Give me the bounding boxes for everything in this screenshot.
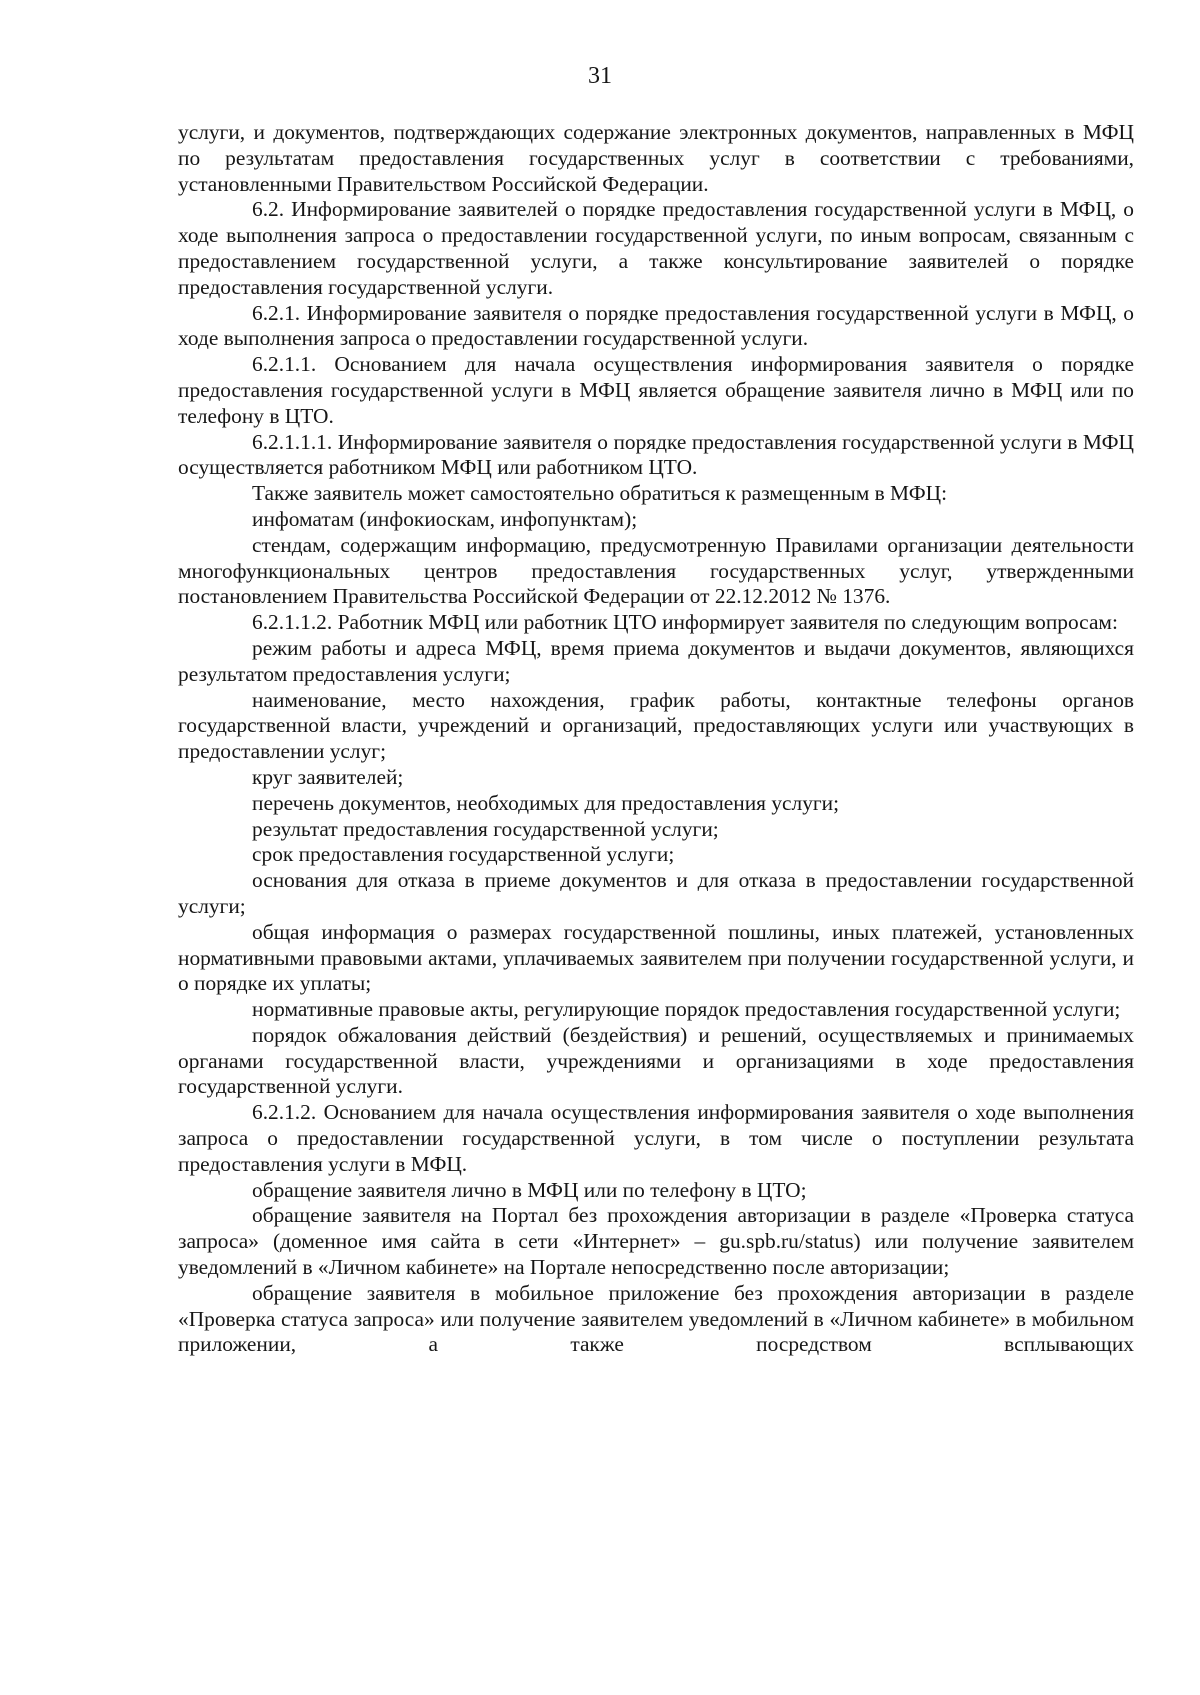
paragraph: нормативные правовые акты, регулирующие порядок предоставления государственной услуги; [252, 997, 1121, 1022]
paragraph: обращение заявителя в мобильное приложение без прохождения авторизации в разделе «Проверка статуса запроса» или получение заявителем уведомлений в «Личном кабинете» в мобильном приложении, а также посредством всплывающих [178, 1280, 1134, 1357]
paragraph: услуги, и документов, подтверждающих содержание электронных документов, направленных в МФЦ по результатам предоставления государственных услуг в соответствии с требованиями, установленными Правительством Российской Федерации. [178, 120, 1134, 196]
paragraph: 6.2.1.1.2. Работник МФЦ или работник ЦТО информирует заявителя по следующим вопросам: [252, 610, 1118, 635]
paragraph: перечень документов, необходимых для предоставления услуги; [252, 790, 840, 815]
paragraph: 6.2.1.1. Основанием для начала осуществления информирования заявителя о порядке предоставления государственной услуги в МФЦ является обращение заявителя лично в МФЦ или по телефону в ЦТО. [178, 352, 1134, 428]
paragraph: обращение заявителя на Портал без прохождения авторизации в разделе «Проверка статуса запроса» (доменное имя сайта в сети «Интернет» – gu.spb.ru/status) или получение заявителем уведомлений в «Личном кабинете» на Портале непосредственно после авторизации; [178, 1203, 1134, 1280]
paragraph: 6.2.1.1.1. Информирование заявителя о порядке предоставления государственной услуги в МФЦ осуществляется работником МФЦ или работником ЦТО. [178, 429, 1134, 480]
paragraph: Также заявитель может самостоятельно обратиться к размещенным в МФЦ: [252, 481, 948, 506]
paragraph: срок предоставления государственной услуги; [252, 842, 675, 867]
paragraph: круг заявителей; [252, 764, 404, 789]
paragraph: обращение заявителя лично в МФЦ или по телефону в ЦТО; [252, 1177, 807, 1202]
paragraph: результат предоставления государственной услуги; [252, 816, 719, 841]
paragraph: 6.2.1.2. Основанием для начала осуществления информирования заявителя о ходе выполнения запроса о предоставлении государственной услуги, в том числе о поступлении результата предоставления услуги в МФЦ. [178, 1100, 1134, 1176]
paragraph: общая информация о размерах государственной пошлины, иных платежей, установленных нормативными правовыми актами, уплачиваемых заявителем при получении государственной услуги, и о порядке их уплаты; [178, 919, 1134, 996]
paragraph: 6.2. Информирование заявителей о порядке предоставления государственной услуги в МФЦ, о ходе выполнения запроса о предоставлении государственной услуги, по иным вопросам, связанным с предоставлением государственной услуги, а также консультирование заявителей о порядке предоставления государственной услуги. [178, 197, 1134, 299]
paragraph: порядок обжалования действий (бездействия) и решений, осуществляемых и принимаемых органами государственной власти, учреждениями и организациями в ходе предоставления государственной услуги. [178, 1022, 1134, 1099]
page-number: 31 [588, 63, 612, 89]
paragraph: инфоматам (инфокиоскам, инфопунктам); [252, 506, 638, 531]
document-body [178, 120, 1134, 1358]
paragraph: режим работы и адреса МФЦ, время приема документов и выдачи документов, являющихся результатом предоставления услуги; [178, 635, 1134, 686]
paragraph: наименование, место нахождения, график работы, контактные телефоны органов государственной власти, учреждений и организаций, предоставляющих услуги или участвующих в предоставлении услуг; [178, 687, 1134, 764]
paragraph: 6.2.1. Информирование заявителя о порядке предоставления государственной услуги в МФЦ, о ходе выполнения запроса о предоставлении государственной услуги. [178, 300, 1134, 351]
paragraph: стендам, содержащим информацию, предусмотренную Правилами организации деятельности многофункциональных центров предоставления государственных услуг, утвержденными постановлением Правительства Российской Федерации от 22.12.2012 № 1376. [178, 532, 1134, 609]
paragraph: основания для отказа в приеме документов и для отказа в предоставлении государственной услуги; [178, 868, 1134, 918]
